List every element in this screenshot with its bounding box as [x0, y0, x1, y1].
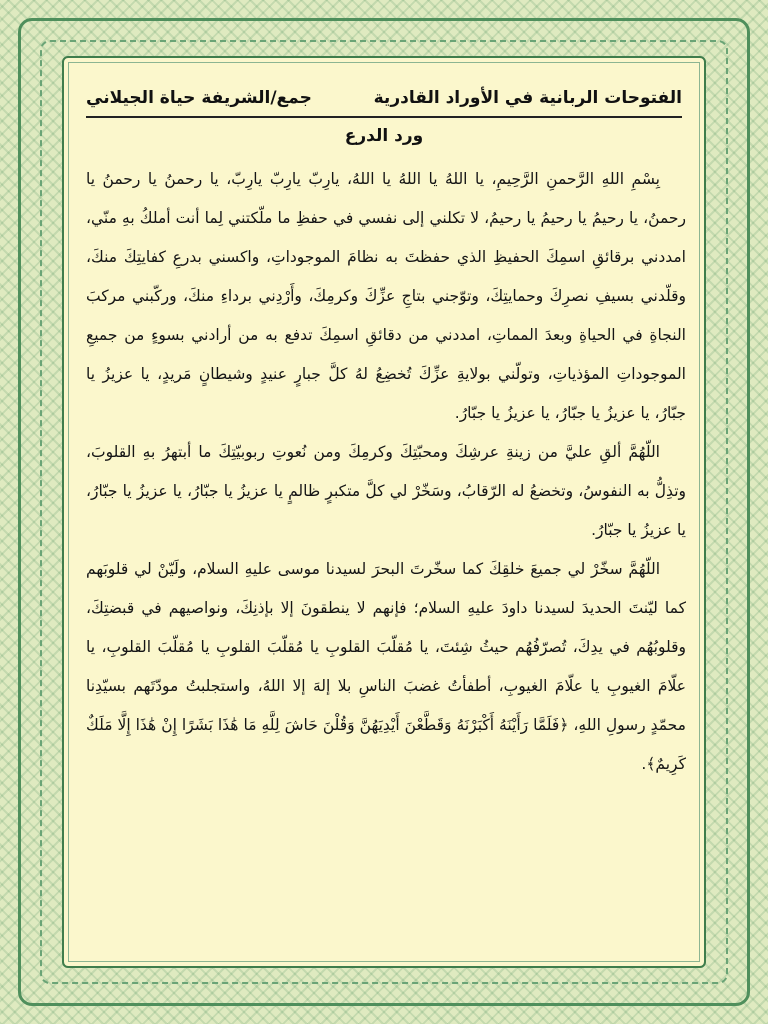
paragraph-2: اللّهُمَّ ألقِ عليَّ من زينةِ عرشِكَ ومحبّتِكَ وكرمِكَ ومن نُعوتِ ربوبيّتِكَ ما أبتهرُ بهِ القلوبَ، وتذِلُّ به النفوسُ، وتخضعُ له الرّقابُ، وسَخّرْ لي كلَّ متكبرٍ ظالمٍ يا عزيزُ يا جبّارُ، يا عزيزُ يا جبّارُ، يا عزيزُ يا جبّارُ.: [86, 443, 686, 539]
paragraph-3: اللّهُمَّ سخّرْ لي جميعَ خلقِكَ كما سخّرتَ البحرَ لسيدنا موسى عليهِ السلام، ولَيّنْ لي قلوبَهم كما ليّنتَ الحديدَ لسيدنا داودَ عليهِ السلام؛ فإنهم لا ينطقونَ إلا بإذنِكَ، ونواصيهم في قبضتِكَ، وقلوبُهُم في يدِكَ، تُصرّفُهُم حيثُ شِئتَ، يا مُقلّبَ القلوبِ يا مُقلّبَ القلوبِ يا مُقلّبَ القلوبِ، يا علّامَ الغيوبِ يا علّامَ الغيوبِ، أطفأتُ غضبَ الناسِ بلا إلهَ إلا اللهُ، واستجلبتُ مودّتَهم بسيّدِنا محمّدٍ رسولِ اللهِ، ﴿فَلَمَّا رَأَيْنَهُ أَكْبَرْنَهُ وَقَطَّعْنَ أَيْدِيَهُنَّ وَقُلْنَ حَاشَ لِلَّهِ مَا هَٰذَا بَشَرًا إِنْ هَٰذَا إِلَّا مَلَكٌ كَرِيمٌ﴾.: [86, 560, 686, 773]
compiler-name: جمع/الشريفة حياة الجيلاني: [86, 88, 312, 108]
header-divider: [86, 116, 682, 118]
paragraph-1: بِسْمِ اللهِ الرَّحمنِ الرَّحِيمِ، يا اللهُ يا اللهُ يا اللهُ، يارِبّ يارِبّ يارِبّ، يا رحمنُ يا رحمنُ يا رحمنُ، يا رحيمُ يا رحيمُ يا رحيمُ، لا تكلني إلى نفسي في حفظِ ما ملّكتني لِما أنت أملكُ بهِ منّي، امددني برقائقِ اسمِكَ الحفيظِ الذي حفظتَ به نظامَ الموجوداتِ، واكسني بدرعِ كفايتِكَ منكَ، وقلّدني بسيفِ نصرِكَ وحمايتِكَ، وتوّجني بتاجِ عزِّكَ وكرمِكَ، وأَرْدِني برداءِ منكَ، وركّبني مركبَ النجاةِ في الحياةِ وبعدَ المماتِ، امددني من دقائقِ اسمِكَ تدفع به من أرادني بسوءٍ من جميعِ الموجوداتِ المؤذياتِ، وتولّني بولايةِ عزِّكَ تُخضِعُ لهُ كلَّ جبارٍ عنيدٍ وشيطانٍ مَريدٍ، يا عزيزُ يا جبّارُ، يا عزيزُ يا جبّارُ، يا عزيزُ يا جبّارُ.: [86, 170, 686, 422]
book-title: الفتوحات الربانية في الأوراد القادرية: [373, 88, 682, 108]
page-header: [86, 80, 682, 116]
section-title: ورد الدرع: [344, 126, 424, 146]
text-body: [86, 160, 686, 784]
